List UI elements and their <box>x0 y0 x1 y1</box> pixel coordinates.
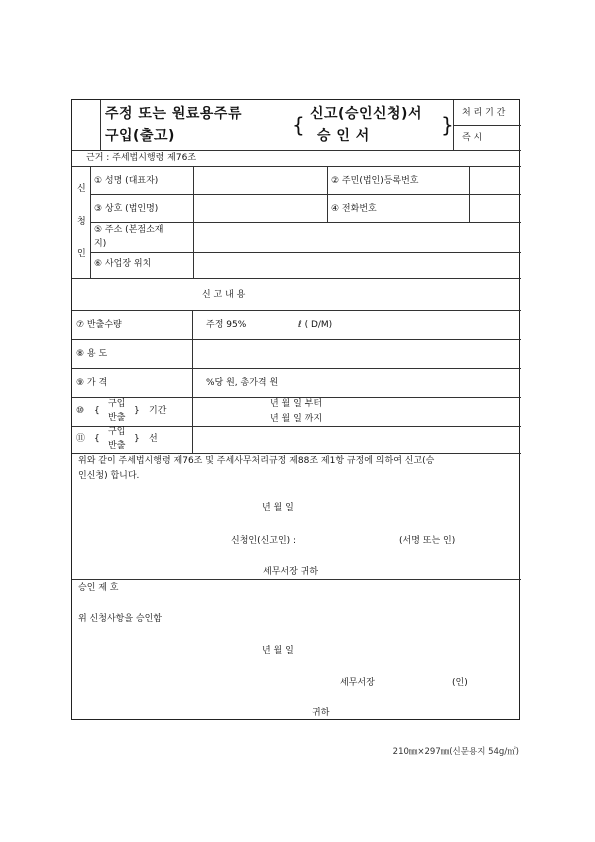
phone-number-label: ④ 전화번호 <box>331 204 377 214</box>
address-label-line2: 지) <box>94 239 107 249</box>
approval-number: 승인 제 호 <box>78 583 119 593</box>
row-period-to: 년 월 일 까지 <box>270 414 323 424</box>
approval-officer: 세무서장 <box>340 678 375 688</box>
row-period-option-purchase: 구입 <box>108 399 126 409</box>
row-period-suffix: 기간 <box>149 406 167 416</box>
report-content-title: 신 고 내 용 <box>202 290 246 300</box>
row-price-label: ⑨ 가 격 <box>76 378 108 388</box>
form-sheet <box>71 99 520 720</box>
row-quantity-value: 주정 95% <box>206 320 247 330</box>
row-purpose-label: ⑧ 용 도 <box>76 349 108 359</box>
row-destination-option-release: 반출 <box>108 441 126 451</box>
applicant-side-label-3: 인 <box>77 249 86 259</box>
row-destination-number: ⑪ <box>76 434 86 444</box>
approval-statement: 위 신청사항을 승인함 <box>78 614 162 624</box>
row-destination-option-purchase: 구입 <box>108 427 126 437</box>
legal-basis: 근거 : 주세법시행령 제76조 <box>86 153 197 163</box>
paper-spec-footer: 210㎜×297㎜(신문용지 54g/㎡) <box>392 747 519 757</box>
row-period-brace-close: } <box>134 406 140 416</box>
trade-name-label: ③ 상호 (법인명) <box>94 204 159 214</box>
row-price-value: %당 원, 총가격 원 <box>206 378 279 388</box>
declaration-text-line2: 인신청) 합니다. <box>78 471 140 481</box>
row-quantity-label: ⑦ 반출수량 <box>76 320 122 330</box>
row-period-option-release: 반출 <box>108 413 126 423</box>
name-label: ① 성명 (대표자) <box>94 176 159 186</box>
signature-note: (서명 또는 인) <box>399 536 456 546</box>
processing-period-value: 즉 시 <box>462 133 483 143</box>
registration-number-label: ② 주민(법인)등록번호 <box>331 176 419 186</box>
declaration-addressee: 세무서장 귀하 <box>263 567 319 577</box>
row-destination-brace-close: } <box>134 434 140 444</box>
form-title-left-line2: 구입(출고) <box>105 128 175 144</box>
processing-period-label: 처 리 기 간 <box>462 108 506 118</box>
brace-open: { <box>292 113 305 137</box>
row-period-number: ⑩ <box>76 406 85 416</box>
approval-date: 년 월 일 <box>262 646 294 656</box>
declaration-date: 년 월 일 <box>262 503 294 513</box>
row-destination-brace-open: { <box>94 434 100 444</box>
applicant-side-label-2: 청 <box>77 217 86 227</box>
address-label-line1: ⑤ 주소 (본점소재 <box>94 225 164 235</box>
declaration-text-line1: 위와 같이 주세법시행령 제76조 및 주세사무처리규정 제88조 제1항 규정에 의하여 신고(승 <box>78 456 435 466</box>
brace-close: } <box>441 113 454 137</box>
row-quantity-unit: ℓ ( D/M) <box>298 320 333 330</box>
approval-seal: (인) <box>452 678 468 688</box>
row-period-brace-open: { <box>94 406 100 416</box>
applicant-signature-label: 신청인(신고인) : <box>231 536 297 546</box>
form-title-left-line1: 주정 또는 원료용주류 <box>105 106 242 122</box>
form-title-right-line2: 승 인 서 <box>317 128 370 144</box>
approval-addressee: 귀하 <box>312 708 330 718</box>
row-period-from: 년 월 일 부터 <box>270 399 323 409</box>
applicant-side-label-1: 신 <box>77 184 86 194</box>
business-site-label: ⑥ 사업장 위치 <box>94 259 152 269</box>
form-title-right-line1: 신고(승인신청)서 <box>310 106 422 122</box>
row-destination-suffix: 선 <box>149 434 158 444</box>
